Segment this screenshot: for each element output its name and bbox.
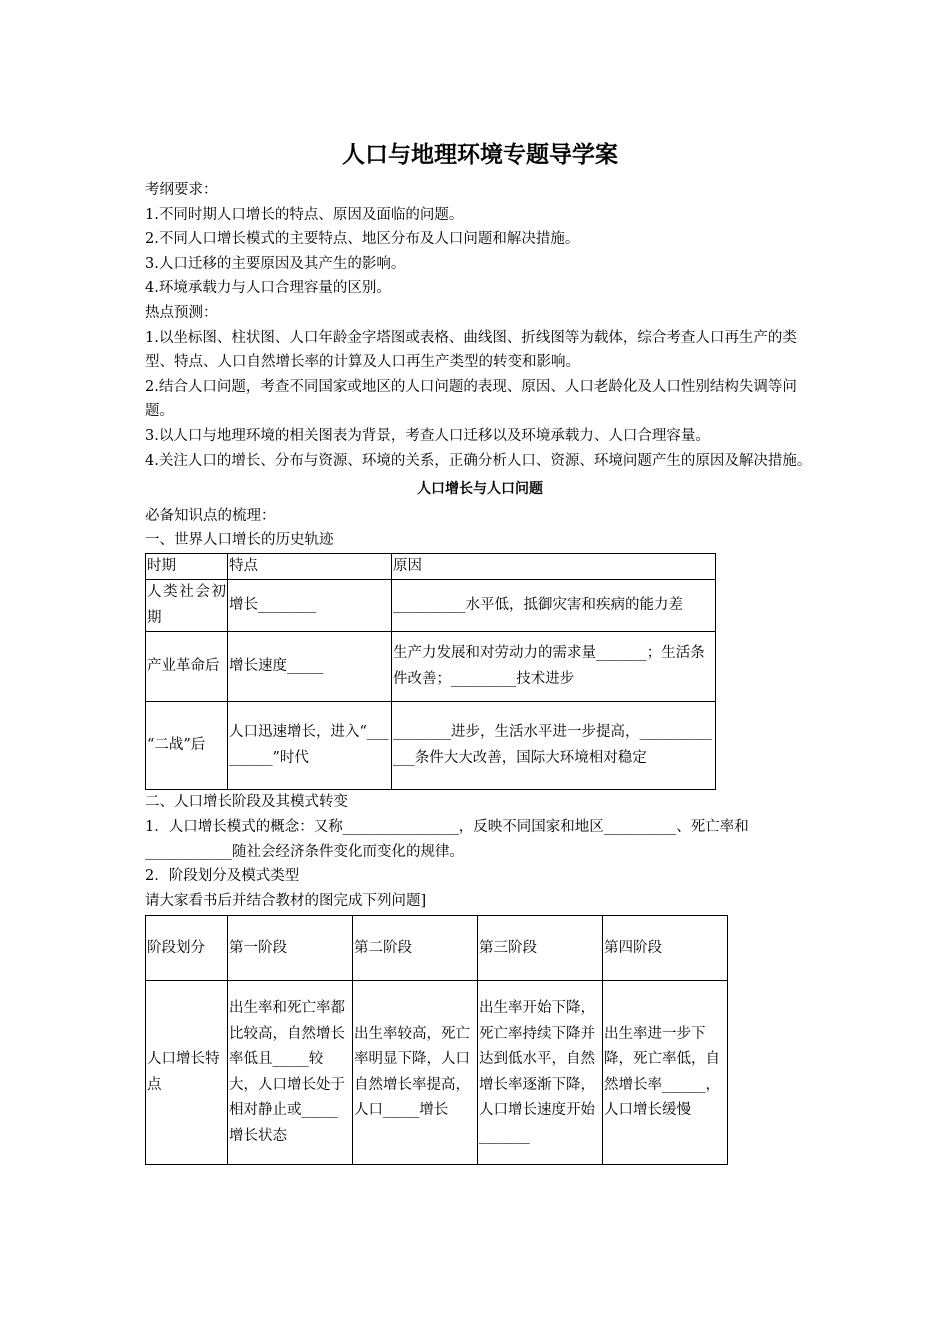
table-header-row [146, 553, 716, 580]
table-cell: 生产力发展和对劳动力的需求量_______；生活条件改善；_________技术进步 [392, 632, 716, 702]
table-header-cell: 第一阶段 [228, 916, 353, 981]
table-cell: 增长________ [228, 580, 392, 632]
table-header-cell: 第四阶段 [603, 916, 728, 981]
part2-heading: 二、人口增长阶段及其模式转变 [145, 794, 348, 811]
table-cell: 出生率进一步下降，死亡率低，自然增长率______，人口增长缓慢 [603, 981, 728, 1165]
hotspot-item: 4.关注人口的增长、分布与资源、环境的关系，正确分析人口、资源、环境问题产生的原因及解决措施。 [145, 452, 812, 469]
table-cell: “二战”后 [146, 702, 228, 790]
table-cell: __________水平低，抵御灾害和疾病的能力差 [392, 580, 716, 632]
table-cell: ________进步，生活水平进一步提高，_____________条件大大改善，国际大环境相对稳定 [392, 702, 716, 790]
table-header-cell: 特点 [228, 553, 392, 580]
table-cell: 人口迅速增长，进入“_________”时代 [228, 702, 392, 790]
hotspots-heading: 热点预测： [145, 304, 218, 321]
table-cell: 出生率和死亡率都比较高，自然增长率低且_____较大，人口增长处于相对静止或_____增长状态 [228, 981, 353, 1165]
growth-stage-table [145, 915, 728, 1165]
part2-item: 1．人口增长模式的概念：又称________________，反映不同国家和地区__________、死亡率和____________随社会经济条件变化而变化的规律。 [145, 819, 749, 860]
table-header-cell: 时期 [146, 553, 228, 580]
requirement-item: 3.人口迁移的主要原因及其产生的影响。 [145, 255, 406, 272]
table-row [146, 580, 716, 632]
table-cell: 产业革命后 [146, 632, 228, 702]
table-row [146, 632, 716, 702]
table-cell: 增长速度_____ [228, 632, 392, 702]
hotspot-item: 1.以坐标图、柱状图、人口年龄金字塔图或表格、曲线图、折线图等为载体，综合考查人口再生产的类型、特点、人口自然增长率的计算及人口再生产类型的转变和影响。 [145, 329, 797, 371]
table-row [146, 702, 716, 790]
table-header-cell: 第三阶段 [478, 916, 603, 981]
hotspot-item: 3.以人口与地理环境的相关图表为背景，考查人口迁移以及环境承载力、人口合理容量。 [145, 427, 710, 444]
table-cell: 出生率较高，死亡率明显下降，人口自然增长率提高，人口_____增长 [353, 981, 478, 1165]
page-title: 人口与地理环境专题导学案 [342, 142, 618, 168]
table-header-cell: 原因 [392, 553, 716, 580]
section-title: 人口增长与人口问题 [417, 481, 543, 498]
table-header-cell: 第二阶段 [353, 916, 478, 981]
part1-heading: 一、世界人口增长的历史轨迹 [145, 532, 334, 549]
table-cell: 人口增长特点 [146, 981, 228, 1165]
hotspot-item: 2.结合人口问题，考查不同国家或地区的人口问题的表现、原因、人口老龄化及人口性别结构失调等问题。 [145, 378, 797, 420]
population-history-table [145, 553, 716, 791]
requirement-item: 2.不同人口增长模式的主要特点、地区分布及人口问题和解决措施。 [145, 231, 580, 248]
part2-item: 2．阶段划分及模式类型 [145, 868, 300, 885]
document-page [145, 140, 815, 1165]
requirement-item: 1.不同时期人口增长的特点、原因及面临的问题。 [145, 206, 464, 223]
table-header-row [146, 916, 728, 981]
requirement-item: 4.环境承载力与人口合理容量的区别。 [145, 280, 391, 297]
table-cell: 出生率开始下降，死亡率持续下降并达到低水平，自然增长率逐渐下降，人口增长速度开始_______ [478, 981, 603, 1165]
table-row [146, 981, 728, 1165]
part2-instruction: 请大家看书后并结合教材的图完成下列问题] [145, 892, 427, 909]
knowledge-heading: 必备知识点的梳理： [145, 507, 276, 524]
table-cell: 人类社会初期 [146, 580, 228, 632]
table-header-cell: 阶段划分 [146, 916, 228, 981]
requirements-heading: 考纲要求： [145, 182, 218, 198]
